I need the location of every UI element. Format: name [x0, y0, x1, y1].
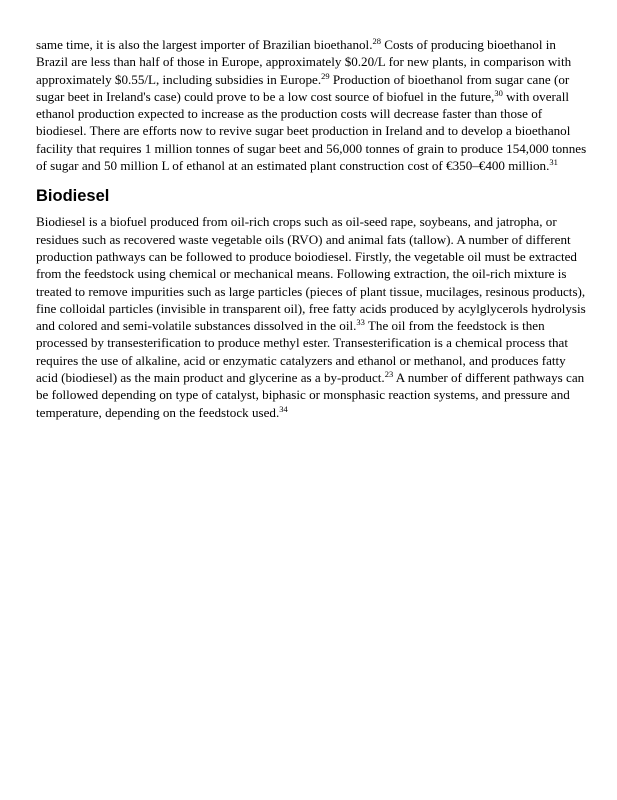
- text-segment: same time, it is also the largest importer of Brazilian bioethanol.: [36, 37, 373, 52]
- citation-superscript: 30: [494, 87, 503, 98]
- document-page: [36, 36, 588, 421]
- citation-superscript: 28: [372, 36, 381, 46]
- citation-superscript: 31: [549, 157, 558, 168]
- text-segment: Costs of producing bioethanol in Brazil are less than half of those in Europe, approximately $0.20/L for new plants, in comparison with approximately $0.55/L, including subsidies in Europe.: [36, 37, 572, 87]
- text-segment: Biodiesel is a biofuel produced from oil-rich crops such as oil-seed rape, soybeans, and jatropha, or residues such as recovered waste vegetable oils (RVO) and animal fats (tallow). A number of different production pathways can be followed to produce boiodiesel. Firstly, the vegetable oil must be extracted from the feedstock using chemical or mechanical means. Following extraction, the oil-rich mixture is treated to remove impurities such as large particles (pieces of plant tissue, mucilages, resinous products), fine colloidal particles (invisible in transparent oil), free fatty acids produced by acylglycerols hydrolysis and colored and semi-volatile substances dissolved in the oil.: [36, 214, 586, 334]
- intro-paragraph: [36, 36, 588, 174]
- text-segment: The oil from the feedstock is then processed by transesterification to produce methyl ester. Transesterification is a chemical process that requires the use of alkaline, acid or enzymatic catalyzers and ethanol or methanol, and produces fatty acid (biodiesel) as the main product and glycerine as a by-product.: [36, 318, 568, 386]
- citation-superscript: 23: [384, 369, 394, 380]
- text-segment: with overall ethanol production expected to increase as the production costs will decrease faster than those of biodiesel. There are efforts now to revive sugar beet production in Ireland and to develop a bioethanol facility that requires 1 million tonnes of sugar beet and 56,000 tonnes of grain to produce 154,000 tonnes of sugar and 50 million L of ethanol at an estimated plant construction cost of €350–€400 million.: [36, 88, 587, 174]
- citation-superscript: 29: [321, 70, 330, 81]
- text-segment: Production of bioethanol from sugar cane (or sugar beet in Ireland's case) could prove to be a low cost source of biofuel in the future,: [36, 71, 570, 104]
- text-segment: A number of different pathways can be followed depending on type of catalyst, biphasic or monsphasic reaction systems, and pressure and temperature, depending on the feedstock used.: [36, 370, 585, 420]
- citation-superscript: 33: [356, 317, 365, 328]
- biodiesel-paragraph: [36, 213, 588, 421]
- section-heading-biodiesel: Biodiesel: [36, 187, 110, 206]
- citation-superscript: 34: [279, 403, 288, 414]
